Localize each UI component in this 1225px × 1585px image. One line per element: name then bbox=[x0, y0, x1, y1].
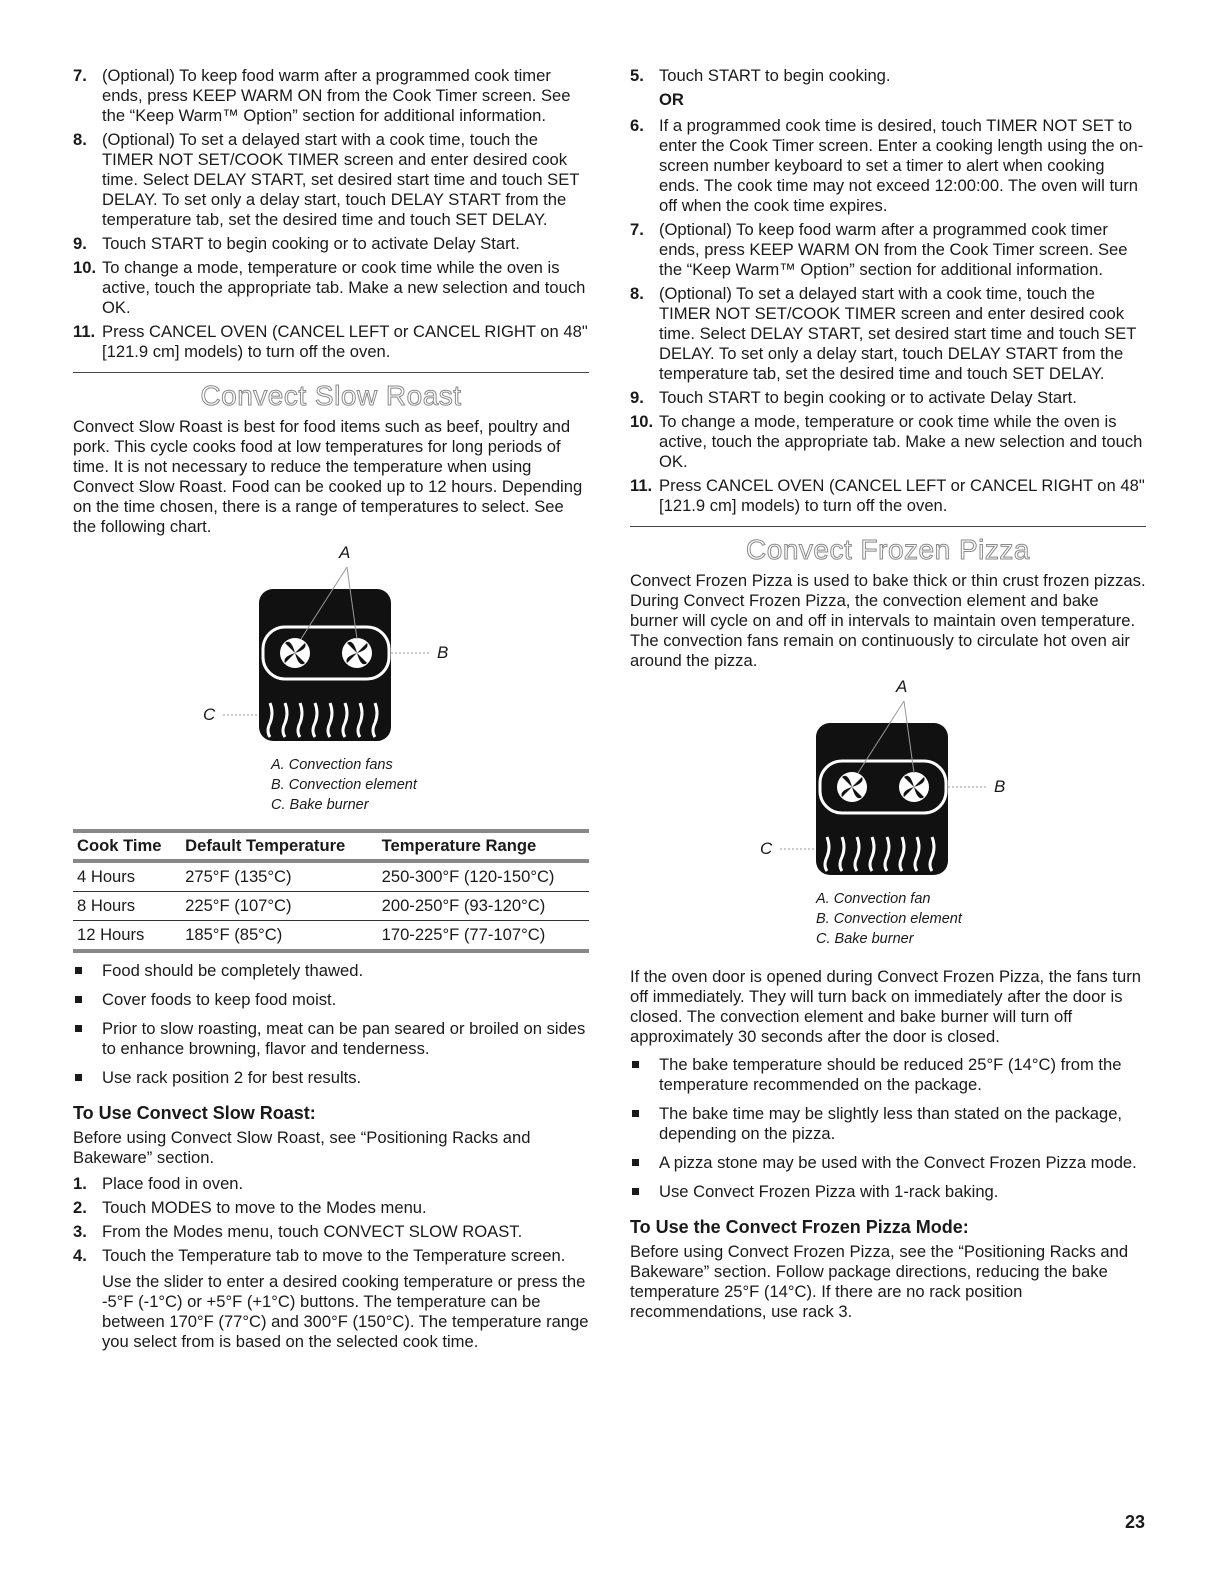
column-header: Default Temperature bbox=[185, 836, 346, 855]
section-title-frozen-pizza: Convect Frozen Pizza bbox=[746, 534, 1030, 565]
list-item: The bake temperature should be reduced 25°F (14°C) from the temperature recommended on the package. bbox=[630, 1055, 1146, 1095]
table-cell: 250-300°F (120-150°C) bbox=[378, 861, 589, 892]
list-item: 7. (Optional) To keep food warm after a programmed cook timer ends, press KEEP WARM ON from the Cook Timer screen. See the “Keep Warm™ Option” section for additional information. bbox=[630, 220, 1128, 279]
list-item: Use Convect Frozen Pizza with 1-rack baking. bbox=[630, 1182, 1146, 1202]
caption-a: A. Convection fan bbox=[816, 891, 931, 907]
list-item: 11. Press CANCEL OVEN (CANCEL LEFT or CANCEL RIGHT on 48" [121.9 cm] models) to turn off the oven. bbox=[73, 322, 588, 361]
table-cell: 200-250°F (93-120°C) bbox=[378, 892, 589, 921]
column-header: Temperature Range bbox=[381, 836, 537, 855]
caption-b: B. Convection element bbox=[816, 911, 962, 927]
subhead-intro: Before using Convect Slow Roast, see “Positioning Racks and Bakeware” section. bbox=[73, 1128, 531, 1167]
table-cell: 8 Hours bbox=[73, 892, 181, 921]
column-header: Cook Time bbox=[77, 836, 162, 855]
slow-roast-table bbox=[73, 829, 589, 953]
list-item: Use rack position 2 for best results. bbox=[73, 1068, 589, 1088]
page-number: 23 bbox=[1124, 1512, 1145, 1532]
list-item: 4. Touch the Temperature tab to move to the Temperature screen. Use the slider to enter a desired cooking temperature or press the -5°F (-1°C) or +5°F (+1°C) buttons. The temperature can be between 170°F (77°C) and 300°F (150°C). The temperature range you select from is based on the selected cook time. bbox=[73, 1246, 589, 1351]
table-cell: 275°F (135°C) bbox=[181, 861, 377, 892]
section-title-slow-roast: Convect Slow Roast bbox=[200, 380, 462, 411]
table-cell: 4 Hours bbox=[73, 861, 181, 892]
table-row bbox=[73, 892, 589, 921]
door-open-paragraph: If the oven door is opened during Convect Frozen Pizza, the fans turn off immediately. They will turn back on immediately after the door is closed. The convection element and bake burner will turn off approximately 30 seconds after the door is closed. bbox=[630, 967, 1142, 1046]
left-column bbox=[73, 66, 589, 1356]
oven-illustration bbox=[73, 543, 589, 753]
steps-list-right-start bbox=[630, 66, 1146, 86]
steps-list-bottom bbox=[73, 1174, 589, 1352]
list-item: 1. Place food in oven. bbox=[73, 1174, 244, 1193]
steps-list-top bbox=[73, 66, 589, 362]
right-column bbox=[630, 66, 1146, 1328]
caption-b: B. Convection element bbox=[271, 777, 417, 793]
table-header-row bbox=[73, 831, 589, 861]
subhead-use-frozen-pizza: To Use the Convect Frozen Pizza Mode: bbox=[630, 1217, 969, 1237]
caption-c: C. Bake burner bbox=[816, 931, 914, 947]
or-label: OR bbox=[659, 90, 684, 109]
caption-a: A. Convection fans bbox=[271, 757, 393, 773]
list-item: 8. (Optional) To set a delayed start with a cook time, touch the TIMER NOT SET/COOK TIMER screen and enter desired cook time. Select DELAY START, set desired start time and touch SET DELAY. To set only a delay start, touch DELAY START from the temperature tab, set the desired time and touch SET DELAY. bbox=[73, 130, 580, 229]
list-item: 7. (Optional) To keep food warm after a programmed cook timer ends, press KEEP WARM ON from the Cook Timer screen. See the “Keep Warm™ Option” section for additional information. bbox=[73, 66, 571, 125]
slow-roast-intro: Convect Slow Roast is best for food items such as beef, poultry and pork. This cycle cooks food at low temperatures for long periods of time. It is not necessary to reduce the temperature when using Convect Slow Roast. Food can be cooked up to 12 hours. Depending on the time chosen, there is a range of temperatures to select. See the following chart. bbox=[73, 417, 583, 536]
table-cell: 170-225°F (77-107°C) bbox=[378, 921, 589, 952]
list-item: The bake time may be slightly less than stated on the package, depending on the pizza. bbox=[630, 1104, 1146, 1144]
section-divider bbox=[630, 526, 1146, 527]
list-item: Prior to slow roasting, meat can be pan seared or broiled on sides to enhance browning, flavor and tenderness. bbox=[73, 1019, 589, 1059]
list-item: Food should be completely thawed. bbox=[73, 961, 589, 981]
caption-c: C. Bake burner bbox=[271, 797, 369, 813]
table-cell: 12 Hours bbox=[73, 921, 181, 952]
list-item: Cover foods to keep food moist. bbox=[73, 990, 589, 1010]
frozen-pizza-bullets bbox=[630, 1055, 1146, 1202]
oven-diagram-slow-roast bbox=[73, 543, 589, 753]
callout-label-a: A bbox=[339, 543, 351, 562]
slow-roast-bullets bbox=[73, 961, 589, 1088]
figure-captions bbox=[630, 889, 1146, 949]
fan-icon bbox=[280, 638, 310, 668]
list-item: 5. Touch START to begin cooking. bbox=[630, 66, 891, 85]
fan-icon bbox=[837, 772, 867, 802]
table-cell: 225°F (107°C) bbox=[181, 892, 377, 921]
subhead-use-slow-roast: To Use Convect Slow Roast: bbox=[73, 1103, 316, 1123]
callout-label-a: A bbox=[896, 677, 908, 696]
list-item: 9. Touch START to begin cooking or to activate Delay Start. bbox=[73, 234, 520, 253]
table-cell: 185°F (85°C) bbox=[181, 921, 377, 952]
fan-icon bbox=[342, 638, 372, 668]
frozen-pizza-intro: Convect Frozen Pizza is used to bake thick or thin crust frozen pizzas. During Convect Frozen Pizza, the convection element and bake burner will cycle on and off in intervals to maintain oven temperature. The convection fans remain on continuously to circulate hot oven air around the pizza. bbox=[630, 571, 1146, 670]
list-item: 11. Press CANCEL OVEN (CANCEL LEFT or CANCEL RIGHT on 48" [121.9 cm] models) to turn off the oven. bbox=[630, 476, 1145, 515]
oven-cavity bbox=[259, 589, 391, 741]
list-item: 2. Touch MODES to move to the Modes menu. bbox=[73, 1198, 427, 1217]
callout-label-c: C bbox=[760, 839, 773, 858]
figure-captions bbox=[73, 755, 589, 815]
oven-illustration bbox=[630, 677, 1146, 887]
step-extra: Use the slider to enter a desired cooking temperature or press the -5°F (-1°C) or +5°F (+1°C) buttons. The temperature can be between 170°F (77°C) and 300°F (150°C). The temperature range you select from is based on the selected cook time. bbox=[102, 1272, 589, 1351]
callout-label-b: B bbox=[994, 777, 1006, 796]
list-item: 8. (Optional) To set a delayed start with a cook time, touch the TIMER NOT SET/COOK TIMER screen and enter desired cook time. Select DELAY START, set desired start time and touch SET DELAY. To set only a delay start, touch DELAY START from the temperature tab, set the desired time and touch SET DELAY. bbox=[630, 284, 1137, 383]
section-divider bbox=[73, 372, 589, 373]
list-item: 10. To change a mode, temperature or cook time while the oven is active, touch the appropriate tab. Make a new selection and touch OK. bbox=[73, 258, 586, 317]
steps-list-right bbox=[630, 116, 1146, 516]
list-item: 10. To change a mode, temperature or cook time while the oven is active, touch the appropriate tab. Make a new selection and touch OK. bbox=[630, 412, 1143, 471]
oven-cavity bbox=[816, 723, 948, 875]
callout-label-c: C bbox=[203, 705, 216, 724]
list-item: 3. From the Modes menu, touch CONVECT SLOW ROAST. bbox=[73, 1222, 523, 1241]
subhead-intro: Before using Convect Frozen Pizza, see the “Positioning Racks and Bakeware” section. Follow package directions, reducing the bake temperature 25°F (14°C). If there are no rack position recommendations, use rack 3. bbox=[630, 1242, 1129, 1321]
table-row bbox=[73, 921, 589, 952]
table-row bbox=[73, 861, 589, 892]
list-item: A pizza stone may be used with the Convect Frozen Pizza mode. bbox=[630, 1153, 1146, 1173]
fan-icon bbox=[899, 772, 929, 802]
list-item: 6. If a programmed cook time is desired, touch TIMER NOT SET to enter the Cook Timer screen. Enter a cooking length using the on-screen number keyboard to set a timer to alert when cooking ends. The cook time may not exceed 12:00:00. The oven will turn off when the cook time expires. bbox=[630, 116, 1144, 215]
list-item: 9. Touch START to begin cooking or to activate Delay Start. bbox=[630, 388, 1077, 407]
callout-label-b: B bbox=[437, 643, 449, 662]
oven-diagram-frozen-pizza bbox=[630, 677, 1146, 887]
